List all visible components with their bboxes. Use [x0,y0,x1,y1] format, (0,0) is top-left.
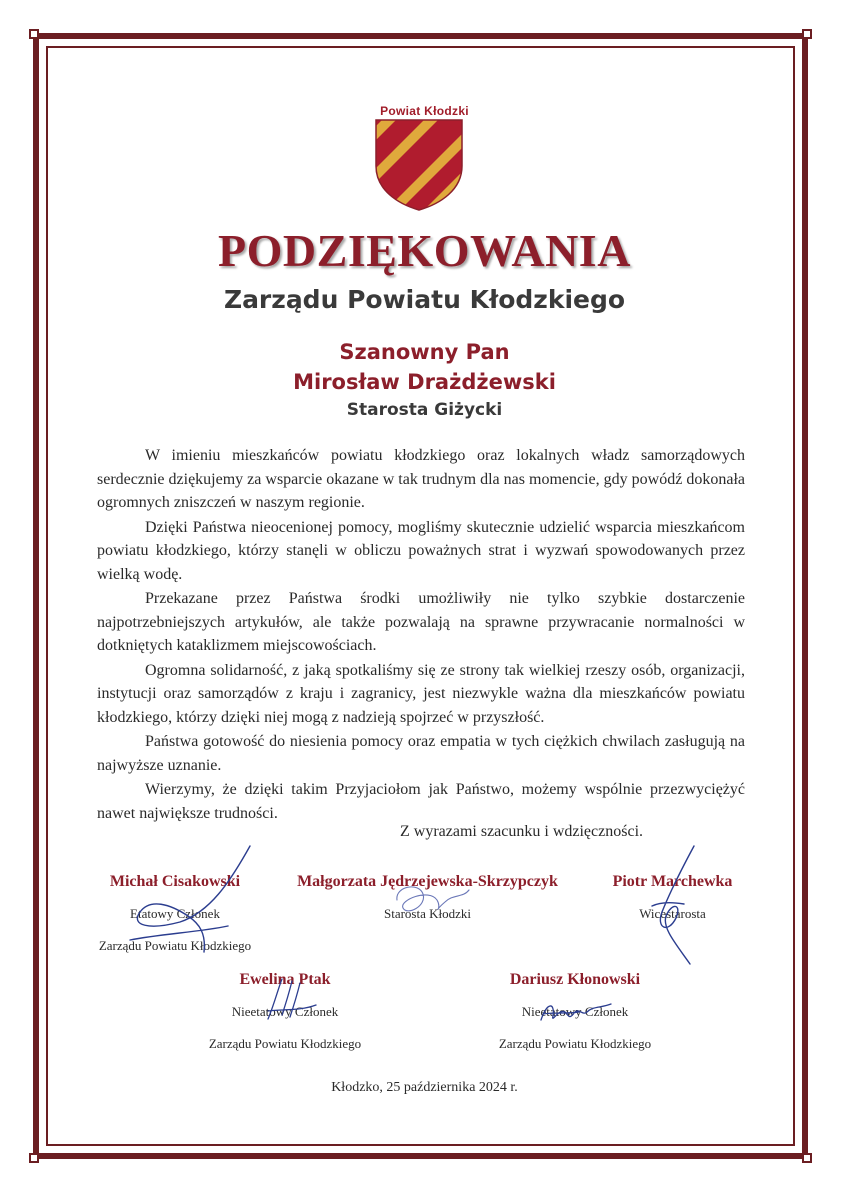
paragraph: Państwa gotowość do niesienia pomocy oraz empatia w tych ciężkich chwilach zasługują na najwyższe uznanie. [97,733,745,774]
recipient-salutation: Szanowny Pan [339,340,510,364]
closing-line: Z wyrazami szacunku i wdzięczności. [400,823,644,840]
paragraph: W imieniu mieszkańców powiatu kłodzkiego oraz lokalnych władz samorządowych serdecznie dziękujemy za wsparcie okazane w tak trudnym dla nas momencie, gdy powódź dokonała ogromnych zniszczeń w naszym regionie. [97,447,745,511]
signatory-role: Zarządu Powiatu Kłodzkiego [498,1036,652,1051]
frame-corner [802,1153,812,1163]
signatory-name: Dariusz Kłonowski [509,971,641,988]
signatory-role: Zarządu Powiatu Kłodzkiego [208,1036,362,1051]
signatory-role: Zarządu Powiatu Kłodzkiego [98,938,252,953]
document-title: PODZIĘKOWANIA [218,225,631,276]
recipient-position: Starosta Giżycki [346,400,503,420]
place-and-date: Kłodzko, 25 października 2024 r. [331,1080,518,1095]
document-subtitle: Zarządu Powiatu Kłodzkiego [223,285,626,314]
frame-corner [802,29,812,39]
signatory-role: Starosta Kłodzki [383,906,471,921]
signature-block [600,873,745,923]
signatory-name: Piotr Marchewka [612,873,733,890]
paragraph: Wierzymy, że dzięki takim Przyjaciołom jak Państwo, możemy wspólnie przezwyciężyć nawet największe trudności. [97,781,745,822]
paragraph: Ogromna solidarność, z jaką spotkaliśmy się ze strony tak wielkiej rzeszy osób, organizacji, instytucji oraz samorządów z kraju i zagranicy, jest niezwykle ważna dla mieszkańców powiatu kłodzkiego, którzy dzięki niej mogą z nadzieją spojrzeć w przyszłość. [97,661,745,726]
frame-corner [29,29,39,39]
logo-text: Powiat Kłodzki [380,104,469,118]
signatory-role: Etatowy Członek [130,906,220,921]
signature-block [195,971,375,1053]
signature-block [480,971,670,1053]
letter-body [97,444,745,826]
paragraph: Przekazane przez Państwa środki umożliwiły nie tylko szybkie dostarczenie najpotrzebniejszych artykułów, ale także pozwalają na sprawne przywracanie normalności w dotkniętych kataklizmem miejscowościach. [97,590,745,654]
signatory-role: Nieetatowy Członek [521,1004,629,1019]
signature-block [285,873,570,923]
recipient-name: Mirosław Drażdżewski [293,370,556,394]
signatory-role: Nieetatowy Członek [231,1004,339,1019]
signatory-role: Wicestarosta [639,906,706,921]
signatory-name: Małgorzata Jędrzejewska-Skrzypczyk [297,873,558,890]
signature-block [80,873,270,955]
signatory-name: Ewelina Ptak [239,971,331,988]
paragraph: Dzięki Państwa nieocenionej pomocy, mogliśmy skutecznie udzielić wsparcia mieszkańcom powiatu kłodzkiego, którzy stanęli w obliczu poważnych strat i wyzwań spowodowanych przez wielką wodę. [97,518,745,583]
frame-corner [29,1153,39,1163]
signatory-name: Michał Cisakowski [109,873,241,890]
coat-of-arms-icon [374,118,464,212]
